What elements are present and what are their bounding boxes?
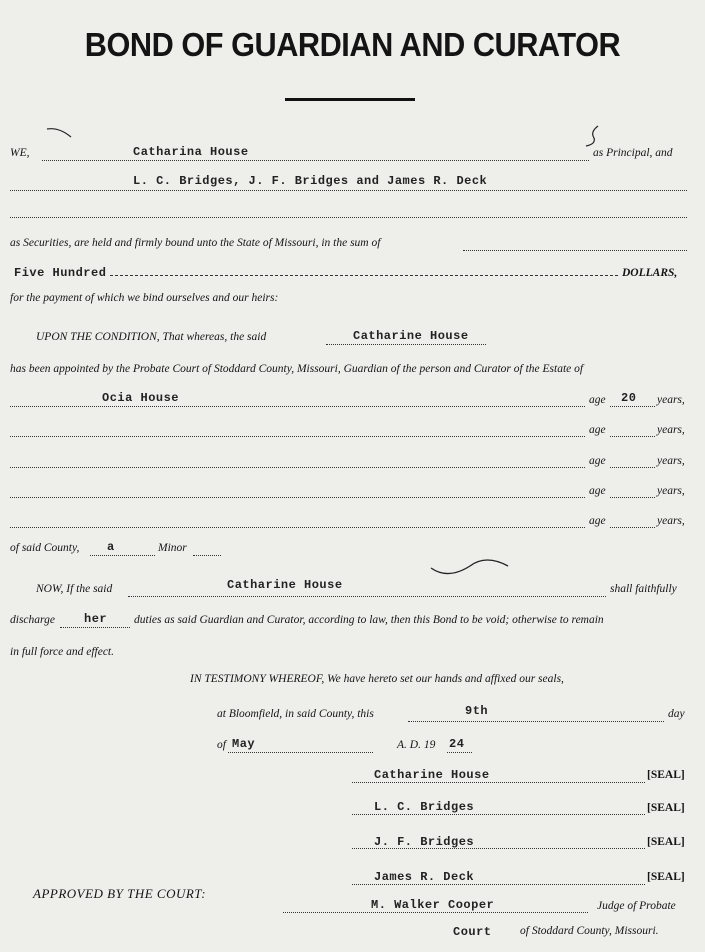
age-label: age — [589, 455, 606, 467]
seal-label: [SEAL] — [647, 769, 685, 781]
years-label: years, — [657, 515, 685, 527]
of-label: of — [217, 739, 226, 751]
sum-amount: Five Hundred — [14, 266, 107, 280]
pen-flourish — [428, 552, 513, 578]
said-principal: Catharine House — [353, 329, 469, 343]
seal-label: [SEAL] — [647, 802, 685, 814]
month-value: May — [232, 737, 256, 751]
sum-line — [463, 250, 687, 251]
principal-name: Catharina House — [133, 145, 249, 159]
condition-line — [326, 344, 486, 345]
ad-label: A. D. 19 — [397, 739, 436, 751]
sum-dashes — [110, 275, 618, 276]
age-label: age — [589, 424, 606, 436]
year-value: 24 — [449, 737, 465, 751]
judge-name: M. Walker Cooper — [371, 898, 495, 912]
stoddard-label: of Stoddard County, Missouri. — [520, 925, 659, 937]
age-label: age — [589, 515, 606, 527]
age-label: age — [589, 485, 606, 497]
testimony-clause: IN TESTIMONY WHEREOF, We have hereto set our hands and affixed our seals, — [190, 673, 564, 685]
signer-name: L. C. Bridges — [374, 800, 475, 814]
securities-clause: as Securities, are held and firmly bound unto the State of Missouri, in the sum of — [10, 237, 381, 249]
years-label: years, — [657, 424, 685, 436]
signer-name: Catharine House — [374, 768, 490, 782]
blank-line — [10, 217, 687, 218]
as-principal-label: as Principal, and — [593, 147, 673, 159]
discharge-label: discharge — [10, 614, 55, 626]
approved-label: APPROVED BY THE COURT: — [33, 886, 207, 901]
seal-label: [SEAL] — [647, 836, 685, 848]
pen-mark — [45, 125, 75, 139]
full-force-label: in full force and effect. — [10, 646, 115, 658]
faithfully-label: shall faithfully — [610, 583, 677, 595]
minor-name: Ocia House — [102, 391, 180, 405]
judge-label: Judge of Probate — [597, 900, 676, 912]
title-rule — [285, 98, 415, 101]
duties-clause: duties as said Guardian and Curator, according to law, then this Bond to be void; otherwise to remain — [134, 614, 604, 626]
signer-name: J. F. Bridges — [374, 835, 475, 849]
signer-name: James R. Deck — [374, 870, 475, 884]
now-label: NOW, If the said — [36, 583, 113, 595]
years-label: years, — [657, 394, 685, 406]
years-label: years, — [657, 485, 685, 497]
condition-label: UPON THE CONDITION, That whereas, the said — [36, 331, 267, 343]
seal-label: [SEAL] — [647, 871, 685, 883]
principal-line — [42, 160, 589, 161]
we-label: WE, — [10, 147, 30, 159]
years-label: years, — [657, 455, 685, 467]
minor-age: 20 — [621, 391, 637, 405]
pronoun: her — [84, 612, 108, 626]
appointment-clause: has been appointed by the Probate Court of Stoddard County, Missouri, Guardian of the person and Curator of the Estate of — [10, 363, 584, 375]
securities-names: L. C. Bridges, J. F. Bridges and James R. Deck — [133, 174, 488, 188]
day-label: day — [668, 708, 685, 720]
county-label: of said County, — [10, 542, 80, 554]
securities-line — [10, 190, 687, 191]
day-value: 9th — [465, 704, 489, 718]
now-said-name: Catharine House — [227, 578, 343, 592]
court-label: Court — [453, 925, 492, 939]
bloomfield-label: at Bloomfield, in said County, this — [217, 708, 374, 720]
payment-clause: for the payment of which we bind ourselves and our heirs: — [10, 292, 279, 304]
pen-mark-2 — [582, 124, 602, 150]
minor-label: Minor — [158, 542, 187, 554]
age-label: age — [589, 394, 606, 406]
article: a — [107, 540, 115, 554]
dollars-label: DOLLARS, — [622, 267, 678, 279]
document-title: BOND OF GUARDIAN AND CURATOR — [84, 26, 621, 63]
